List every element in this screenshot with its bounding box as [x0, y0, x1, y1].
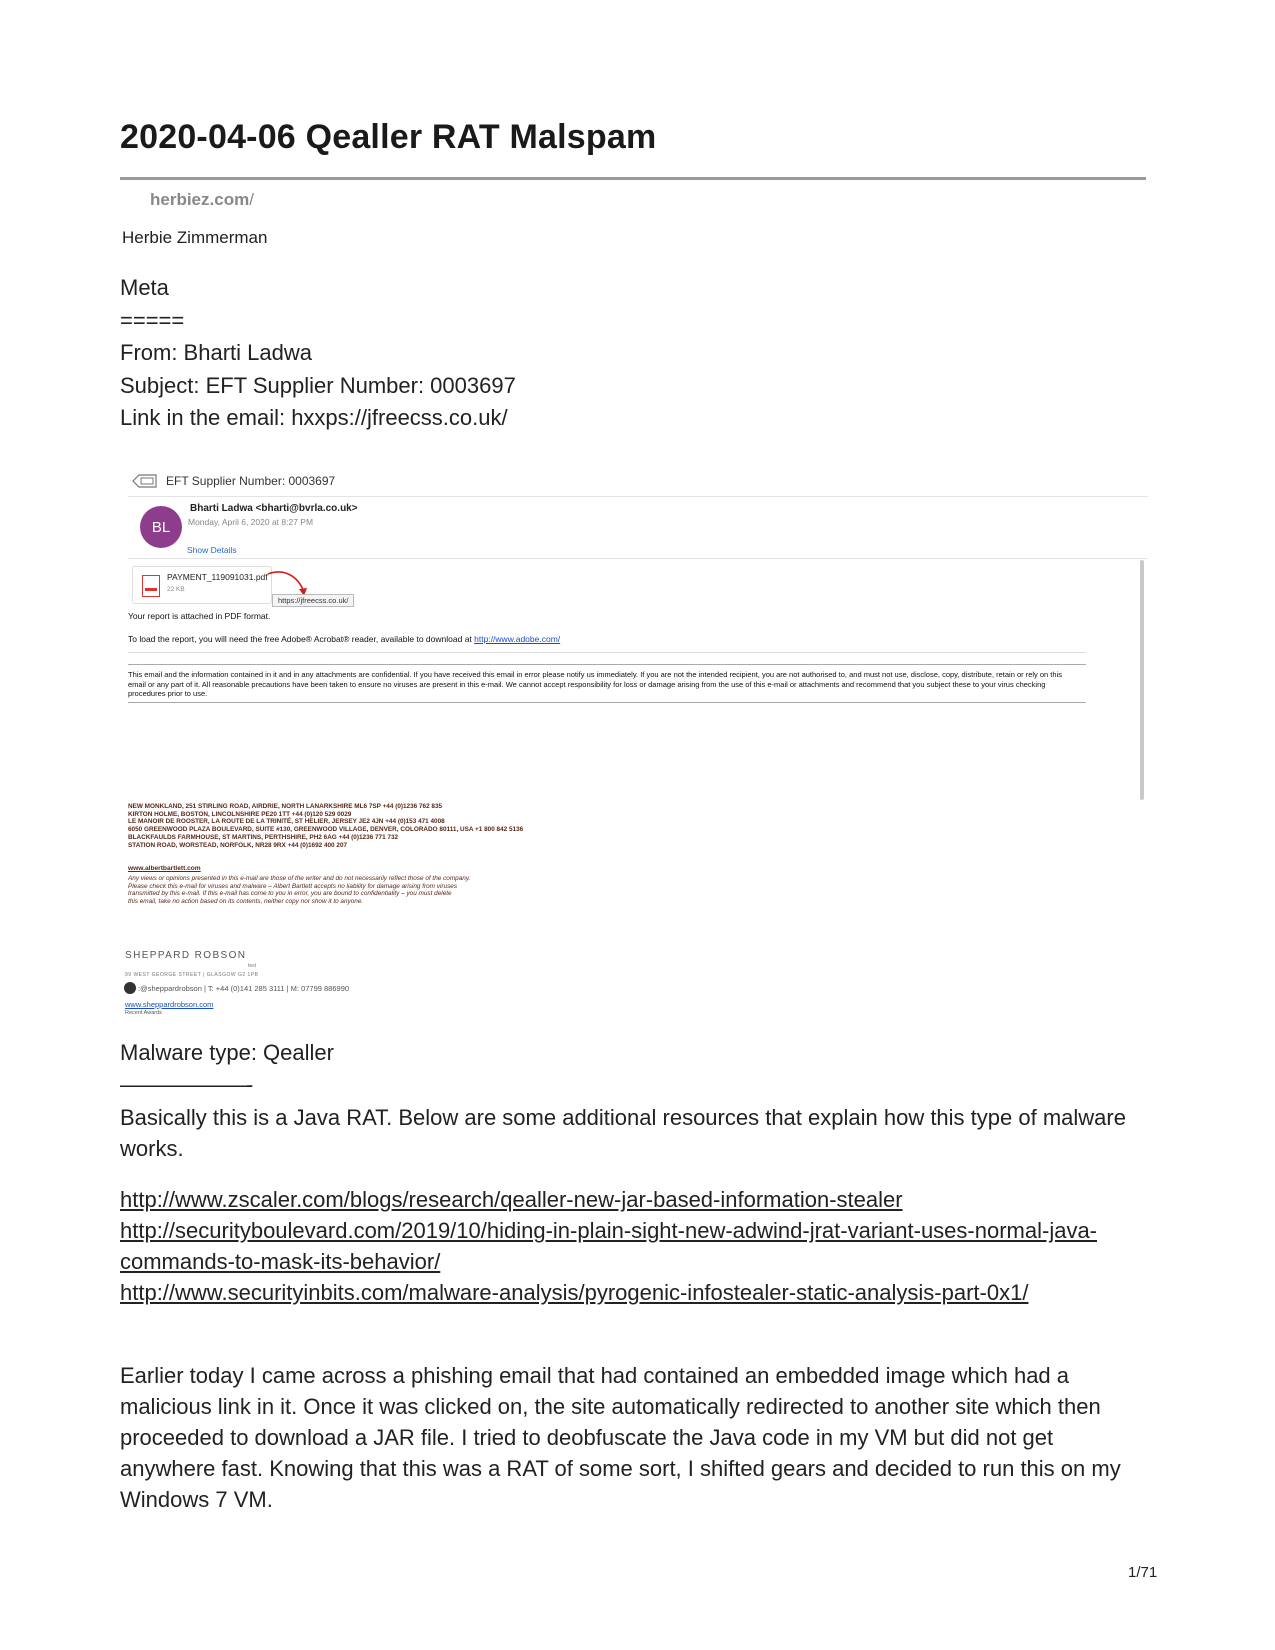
attachment[interactable]: [132, 566, 272, 604]
divider: [128, 496, 1148, 497]
address-line: STATION ROAD, WORSTEAD, NORFOLK, NR28 9RX +44 (0)1692 400 207: [128, 841, 348, 849]
author-name: Herbie Zimmerman: [122, 228, 268, 247]
email-screenshot: [125, 470, 1148, 1052]
address-line: BLACKFAULDS FARMHOUSE, ST MARTINS, PERTHSHIRE, PH2 6AG +44 (0)1236 771 732: [128, 833, 399, 841]
section-dash-line: ——————-: [120, 1072, 253, 1097]
resource-link-zscaler[interactable]: http://www.zscaler.com/blogs/research/qealler-new-jar-based-information-stealer: [120, 1187, 903, 1212]
email-body-line2-text: To load the report, you will need the free Adobe® Acrobat® reader, available to download at: [128, 634, 472, 644]
site-slash: /: [249, 190, 254, 209]
body-paragraph: Earlier today I came across a phishing email that had contained an embedded image which had a malicious link in it. Once it was clicked on, the site automatically redirected to another site which then proceeded to download a JAR file. I tried to deobfuscate the Java code in my VM but did not get anywhere fast. Knowing that this was a RAT of some sort, I shifted gears and decided to run this on my Windows 7 VM.: [120, 1363, 1121, 1512]
divider: [128, 702, 1086, 703]
sheppard-robson-name: SHEPPARD ROBSON: [125, 950, 247, 961]
disclaimer-line: Any views or opinions presented in this e-mail are those of the writer and do not necessarily reflect those of the company.: [128, 875, 471, 882]
divider: [128, 652, 1086, 653]
address-line: 6050 GREENWOOD PLAZA BOULEVARD, SUITE #130, GREENWOOD VILLAGE, DENVER, COLORADO 80111, USA +1 800 842 5136: [128, 826, 524, 834]
sheppard-robson-address: 99 WEST GEORGE STREET | GLASGOW G2 1PB: [125, 972, 259, 978]
sheppard-robson-link[interactable]: www.sheppardrobson.com: [125, 1000, 214, 1009]
pdf-file-icon: [142, 575, 160, 597]
recent-awards: Recent Awards: [125, 1010, 162, 1016]
signature-test: test: [248, 963, 257, 969]
address-line: LE MANOIR DE ROOSTER, LA ROUTE DE LA TRINITÉ, ST HELIER, JERSEY JE2 4JN +44 (0)153 471 4008: [128, 818, 445, 826]
address-line: NEW MONKLAND, 251 STIRLING ROAD, AIRDRIE, NORTH LANARKSHIRE ML6 7SP +44 (0)1236 762 835: [128, 803, 443, 810]
address-line: KIRTON HOLME, BOSTON, LINCOLNSHIRE PE20 1TT +44 (0)120 529 0029: [128, 810, 352, 818]
attachment-name: PAYMENT_119091031.pdf: [167, 572, 268, 582]
contact-text: :@sheppardrobson | T: +44 (0)141 285 3111 | M: 07799 886990: [138, 983, 350, 993]
disclaimer-line: Please check this e-mail for viruses and malware – Albert Bartlett accepts no liability for damage arising from viruses: [128, 882, 458, 890]
tag-icon: [132, 474, 158, 488]
resource-links: [120, 1184, 1130, 1308]
title-divider: [120, 177, 1146, 180]
show-details-link[interactable]: Show Details: [187, 545, 237, 555]
disclaimer-block: [128, 875, 470, 905]
sheppard-robson-contact: [124, 982, 349, 994]
avatar: BL: [140, 506, 182, 548]
attachment-size: 22 KB: [167, 586, 185, 593]
page-title: 2020-04-06 Qealler RAT Malspam: [120, 118, 657, 156]
email-sender: Bharti Ladwa <bharti@bvrla.co.uk>: [190, 503, 358, 514]
divider: [128, 664, 1086, 665]
email-body-line1: Your report is attached in PDF format.: [128, 611, 271, 621]
meta-heading: Meta: [120, 275, 169, 300]
resource-link-securityinbits[interactable]: http://www.securityinbits.com/malware-analysis/pyrogenic-infostealer-static-analysis-part-0x1/: [120, 1280, 1029, 1305]
meta-section: [120, 272, 516, 435]
meta-link: Link in the email: hxxps://jfreecss.co.uk/: [120, 405, 508, 430]
email-date: Monday, April 6, 2020 at 8:27 PM: [188, 517, 314, 527]
scrollbar[interactable]: [1140, 560, 1144, 800]
intro-paragraph: Basically this is a Java RAT. Below are some additional resources that explain how this type of malware works.: [120, 1105, 1126, 1161]
email-subject-row: [132, 474, 335, 488]
adobe-link[interactable]: http://www.adobe.com/: [474, 634, 561, 644]
site-link[interactable]: [150, 190, 254, 210]
resource-link-securityboulevard[interactable]: http://securityboulevard.com/2019/10/hiding-in-plain-sight-new-adwind-jrat-variant-uses-normal-java-commands-to-mask-its-behavior/: [120, 1218, 1098, 1274]
twitter-icon[interactable]: [124, 982, 136, 994]
divider: [128, 558, 1148, 559]
meta-from: From: Bharti Ladwa: [120, 340, 312, 365]
disclaimer-line: transmitted by this e-mail. If this e-mail has come to you in error, you are bound to confidentiality – you must delete: [128, 890, 452, 897]
disclaimer-line: this email, take no action based on its contents, neither copy nor show it to anyone.: [128, 897, 364, 905]
email-subject: EFT Supplier Number: 0003697: [166, 474, 336, 488]
meta-underline: =====: [120, 307, 185, 333]
malware-type: Malware type: Qealler: [120, 1040, 334, 1065]
site-domain[interactable]: herbiez.com: [150, 190, 250, 209]
albertbartlett-link[interactable]: www.albertbartlett.com: [128, 865, 201, 872]
email-body-line2: [128, 634, 560, 644]
confidentiality-notice: This email and the information contained in it and in any attachments are confidential. If you have received this email in error please notify us immediately. If you are not the intended recipient, you are not authorised to, and must not use, disclose, copy, distribute, retain or rely on this email or any part of it. All reasonable precautions have been taken to ensure no viruses are present in this e-mail. We cannot accept responsibility for loss or damage arising from the use of this e-mail or attachments and recommend that you subject these to your virus checking procedures prior to use.: [128, 670, 1062, 698]
link-tooltip: https://jfreecss.co.uk/: [272, 594, 354, 607]
meta-subject: Subject: EFT Supplier Number: 0003697: [120, 372, 516, 398]
address-block: [128, 803, 523, 849]
page-number: 1/71: [1128, 1564, 1158, 1581]
